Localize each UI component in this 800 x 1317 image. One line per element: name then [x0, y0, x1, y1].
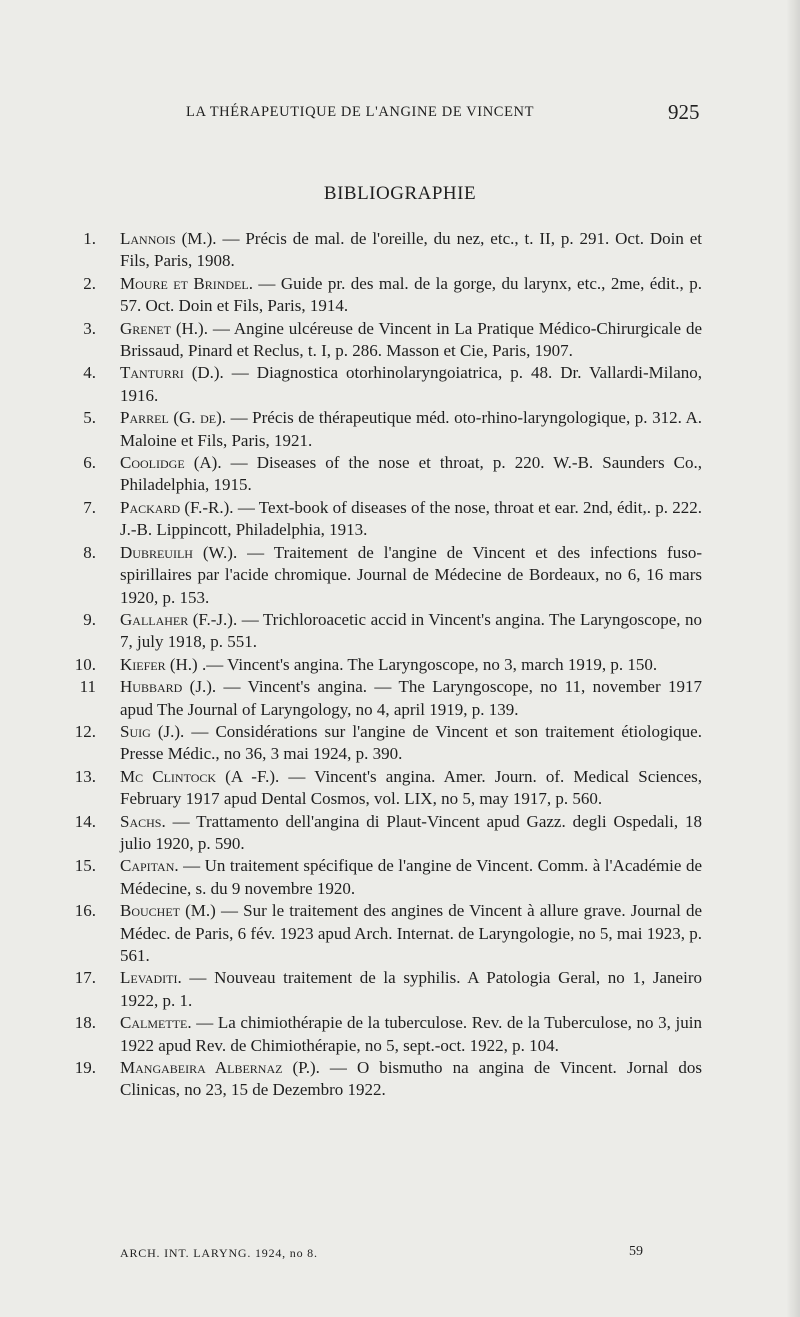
reference-text	[120, 654, 702, 676]
reference-text	[120, 900, 702, 967]
reference-item	[0, 452, 800, 497]
footer-journal: ARCH. INT. LARYNG. 1924, no 8.	[120, 1246, 318, 1260]
reference-number: 9.	[83, 609, 96, 629]
reference-number: 11	[79, 677, 96, 697]
reference-author: Moure et Brindel.	[120, 273, 253, 293]
reference-citation: — Trichloroacetic accid in Vincent's angina. The Laryngoscope, no 7, july 1918, p. 551.	[120, 609, 702, 652]
reference-text	[120, 766, 702, 811]
reference-text	[120, 609, 702, 654]
reference-author: Bouchet (M.)	[120, 901, 216, 921]
reference-item	[0, 318, 800, 363]
reference-item	[0, 542, 800, 609]
reference-number: 13.	[74, 766, 96, 786]
reference-number: 1.	[83, 229, 96, 248]
footer-signature: 59	[629, 1244, 643, 1259]
reference-citation: .— Vincent's angina. The Laryngoscope, no 3, march 1919, p. 150.	[197, 654, 658, 674]
reference-author: Grenet (H.).	[120, 318, 208, 338]
running-title: LA THÉRAPEUTIQUE DE L'ANGINE DE VINCENT	[186, 104, 535, 120]
reference-citation: — Un traitement spécifique de l'angine de Vincent. Comm. à l'Académie de Médecine, s. du 9 novembre 1920.	[120, 856, 702, 898]
section-title: BIBLIOGRAPHIE	[323, 183, 477, 204]
reference-text	[120, 721, 702, 766]
reference-citation: — Guide pr. des mal. de la gorge, du larynx, etc., 2me, édit., p. 57. Oct. Doin et Fils, Paris, 1914.	[120, 273, 703, 316]
reference-author: Mangabeira Albernaz (P.).	[120, 1058, 320, 1078]
reference-number: 12.	[74, 721, 96, 741]
reference-item	[0, 676, 800, 721]
reference-author: Coolidge (A).	[120, 453, 222, 473]
reference-author: Hubbard (J.).	[120, 677, 217, 697]
reference-text	[120, 497, 702, 542]
reference-author: Kiefer (H.)	[120, 654, 198, 674]
reference-item	[0, 721, 800, 766]
reference-number: 5.	[83, 408, 96, 428]
reference-author: Dubreuilh (W.).	[120, 542, 238, 562]
reference-list	[0, 228, 800, 1102]
reference-text	[120, 318, 702, 363]
reference-citation: — Nouveau traitement de la syphilis. A Patologia Geral, no 1, Janeiro 1922, p. 1.	[120, 968, 702, 1010]
reference-number: 4.	[83, 363, 96, 383]
reference-item	[0, 407, 800, 452]
reference-number: 7.	[83, 497, 96, 517]
reference-citation: — Vincent's angina. Amer. Journ. of. Medical Sciences, February 1917 apud Dental Cosmos, vol. LIX, no 5, may 1917, p. 560.	[120, 766, 702, 809]
reference-item	[0, 228, 800, 273]
reference-number: 15.	[74, 856, 96, 876]
reference-item	[0, 497, 800, 542]
reference-citation: — Sur le traitement des angines de Vincent à allure grave. Journal de Médec. de Paris, 6 fév. 1923 apud Arch. Internat. de Laryngologie, no 5, mai 1923, p. 561.	[120, 901, 702, 965]
reference-number: 18.	[74, 1013, 96, 1033]
reference-citation: — O bismutho na angina de Vincent. Jornal dos Clinicas, no 23, 15 de Dezembro 1922.	[120, 1058, 703, 1100]
reference-text	[120, 676, 702, 721]
reference-item	[0, 900, 800, 967]
reference-author: Parrel (G. de).	[120, 408, 227, 428]
reference-text	[120, 811, 702, 856]
reference-author: Suig (J.).	[120, 721, 185, 741]
reference-author: Gallaher (F.-J.).	[120, 609, 238, 629]
reference-item	[0, 1012, 800, 1057]
reference-text	[120, 1012, 702, 1057]
running-head	[0, 100, 800, 128]
reference-item	[0, 654, 800, 676]
page-number: 925	[668, 100, 700, 124]
reference-number: 16.	[74, 901, 96, 921]
reference-number: 17.	[74, 968, 96, 988]
reference-item	[0, 766, 800, 811]
reference-author: Sachs.	[120, 811, 166, 831]
reference-citation: — Diseases of the nose et throat, p. 220. W.-B. Saunders Co., Philadelphia, 1915.	[120, 453, 702, 495]
reference-text	[120, 407, 702, 452]
reference-item	[0, 609, 800, 654]
reference-item	[0, 1057, 800, 1102]
reference-citation: — La chimiothérapie de la tuberculose. Rev. de la Tuberculose, no 3, juin 1922 apud Rev. de Chimiothérapie, no 5, sept.-oct. 1922, p. 104.	[120, 1013, 702, 1055]
reference-citation: — Précis de thérapeutique méd. oto-rhino-laryngologique, p. 312. A. Maloine et Fils, Paris, 1921.	[120, 408, 702, 450]
reference-text	[120, 362, 702, 407]
page-footer	[0, 1244, 800, 1268]
reference-text	[120, 273, 702, 318]
reference-author: Calmette.	[120, 1013, 192, 1033]
reference-item	[0, 811, 800, 856]
reference-citation: — Traitement de l'angine de Vincent et des infections fuso-spirillaires par l'acide chromique. Journal de Médecine de Bordeaux, no 6, 16 mars 1920, p. 153.	[120, 542, 702, 607]
reference-item	[0, 273, 800, 318]
reference-text	[120, 452, 702, 497]
reference-author: Capitan.	[120, 856, 179, 876]
reference-text	[120, 228, 702, 273]
reference-citation: — Vincent's angina. — The Laryngoscope, no 11, november 1917 apud The Journal of Laryngology, no 4, april 1919, p. 139.	[120, 677, 702, 719]
reference-citation: — Text-book of diseases of the nose, throat et ear. 2nd, édit,. p. 222. J.-B. Lippincott, Philadelphia, 1913.	[120, 497, 702, 540]
reference-number: 2.	[83, 273, 96, 293]
reference-item	[0, 855, 800, 900]
reference-item	[0, 362, 800, 407]
reference-number: 14.	[74, 811, 96, 831]
reference-number: 6.	[83, 453, 96, 473]
reference-text	[120, 855, 702, 900]
reference-number: 10.	[74, 654, 96, 674]
reference-citation: — Considérations sur l'angine de Vincent et son traitement étiologique. Presse Médic., no 36, 3 mai 1924, p. 390.	[120, 721, 702, 764]
reference-text	[120, 967, 702, 1012]
reference-number: 3.	[83, 318, 96, 338]
reference-author: Lannois (M.).	[120, 229, 217, 248]
reference-author: Levaditi.	[120, 968, 182, 988]
reference-author: Tanturri (D.).	[120, 363, 224, 383]
reference-citation: — Diagnostica otorhinolaryngoiatrica, p. 48. Dr. Vallardi-Milano, 1916.	[120, 363, 702, 405]
reference-item	[0, 967, 800, 1012]
reference-number: 8.	[83, 542, 96, 562]
reference-author: Packard (F.-R.).	[120, 497, 234, 517]
reference-number: 19.	[74, 1058, 96, 1078]
reference-text	[120, 1057, 702, 1102]
reference-citation: — Angine ulcéreuse de Vincent in La Pratique Médico-Chirurgicale de Brissaud, Pinard et Reclus, t. I, p. 286. Masson et Cie, Paris, 1907.	[120, 318, 702, 361]
reference-citation: — Précis de mal. de l'oreille, du nez, etc., t. II, p. 291. Oct. Doin et Fils, Paris, 1908.	[120, 229, 703, 271]
reference-author: Mc Clintock (A -F.).	[120, 766, 280, 786]
page-edge-shadow	[786, 0, 800, 1317]
reference-text	[120, 542, 702, 609]
reference-citation: — Trattamento dell'angina di Plaut-Vincent apud Gazz. degli Ospedali, 18 julio 1920, p. 590.	[120, 811, 702, 853]
